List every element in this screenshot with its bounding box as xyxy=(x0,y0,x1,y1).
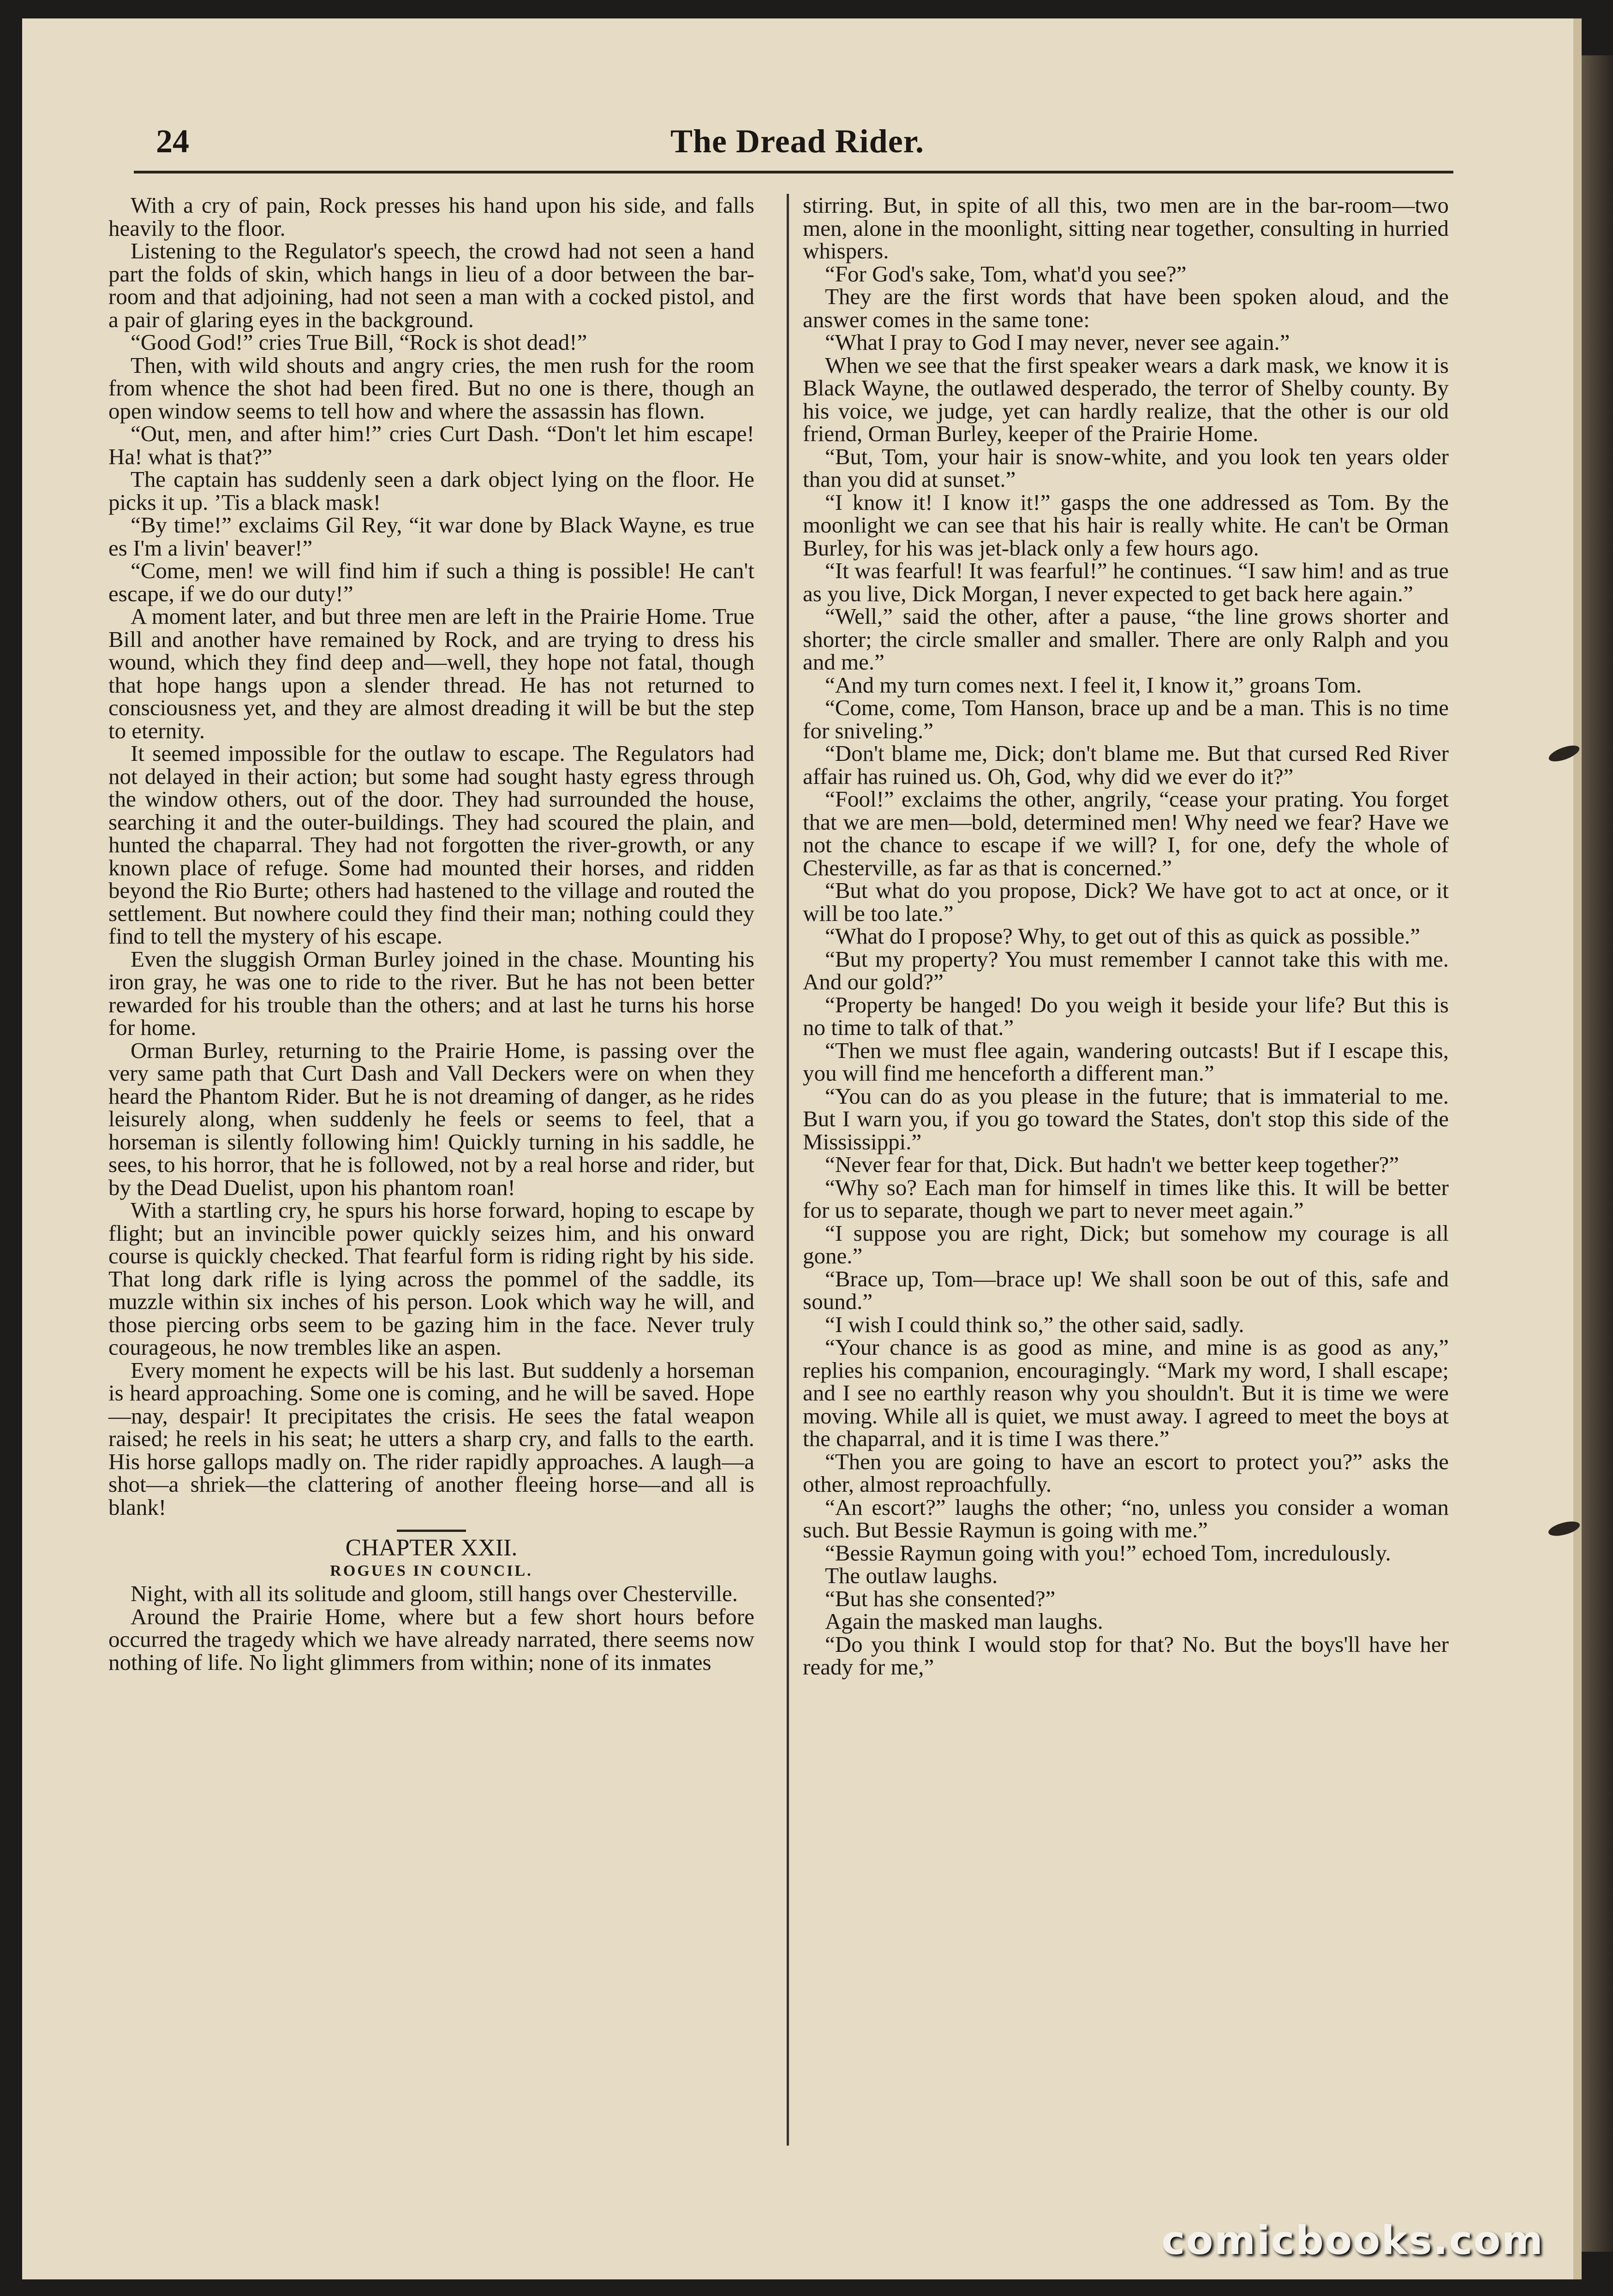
paragraph: “But my property? You must remember I cannot take this with me. And our gold?” xyxy=(803,946,1449,994)
paragraph: “Fool!” exclaims the other, angrily, “cease your prating. You forget that we are men—bold, determined men! Why need we fear? Have we not the chance to escape if we will? I, for one, defy the whole of Chesterville, as far as that is concerned.” xyxy=(803,786,1449,880)
paragraph: “Why so? Each man for himself in times like this. It will be better for us to separate, though we part to never meet again.” xyxy=(803,1174,1449,1223)
header-rule xyxy=(134,171,1453,173)
paragraph: “Then you are going to have an escort to protect you?” asks the other, almost reproachfully. xyxy=(803,1448,1449,1497)
paragraph: “Come, men! we will find him if such a thing is possible! He can't escape, if we do our duty!” xyxy=(108,558,754,606)
paragraph: It seemed impossible for the outlaw to escape. The Regulators had not delayed in their action; but some had sought hasty egress through the window others, out of the door. They had surrounded the house, searching it and the outer-buildings. They had scoured the plain, and hunted the chaparral. They had not forgotten the river-growth, or any known place of refuge. Some had mounted their horses, and ridden beyond the Rio Burte; others had hastened to the village and routed the settlement. But nowhere could they find their man; nothing could they find to tell the mystery of his escape. xyxy=(108,741,754,949)
paragraph: “Do you think I would stop for that? No. But the boys'll have her ready for me,” xyxy=(803,1631,1449,1680)
paragraph: Listening to the Regulator's speech, the crowd had not seen a hand part the folds of skin, which hangs in lieu of a door between the bar-room and that adjoining, had not seen a man with a cocked pistol, and a pair of glaring eyes in the background. xyxy=(108,238,754,332)
paragraph: Even the sluggish Orman Burley joined in the chase. Mounting his iron gray, he was one to ride to the river. But he has not been better rewarded for his trouble than the others; and at last he turns his horse for home. xyxy=(108,946,754,1040)
chapter-title: CHAPTER XXII. xyxy=(345,1535,518,1561)
paragraph: “Never fear for that, Dick. But hadn't we better keep together?” xyxy=(825,1152,1399,1177)
paragraph: “I suppose you are right, Dick; but somehow my courage is all gone.” xyxy=(803,1220,1449,1268)
paragraph: “Your chance is as good as mine, and mine is as good as any,” replies his companion, encouragingly. “Mark my word, I shall escape; and I see no earthly reason why you shouldn't. But it is time we were moving. While all is quiet, we must away. I agreed to meet the boys at the chaparral, and it is time I was there.” xyxy=(803,1334,1449,1451)
paragraph: “Good God!” cries True Bill, “Rock is shot dead!” xyxy=(131,329,587,355)
paragraph: “Then we must flee again, wandering outcasts! But if I escape this, you will find me henceforth a different man.” xyxy=(803,1037,1449,1086)
paragraph: Orman Burley, returning to the Prairie Home, is passing over the very same path that Curt Dash and Vall Deckers were on when they heard the Phantom Rider. But he is not dreaming of danger, as he rides leisurely along, when suddenly he feels or seems to feel, that a horseman is silently following him! Quickly turning in his saddle, he sees, to his horror, that he is followed, not by a real horse and rider, but by the Dead Duelist, upon his phantom roan! xyxy=(108,1037,754,1200)
paragraph: When we see that the first speaker wears a dark mask, we know it is Black Wayne, the outlawed desperado, the terror of Shelby county. By his voice, we judge, yet can hardly realize, that the other is our old friend, Orman Burley, keeper of the Prairie Home. xyxy=(803,352,1449,446)
paragraph: The captain has suddenly seen a dark object lying on the floor. He picks it up. ’Tis a black mask! xyxy=(108,466,754,515)
paragraph: Then, with wild shouts and angry cries, the men rush for the room from whence the shot had been fired. But no one is there, though an open window seems to tell how and where the assassin has flown. xyxy=(108,352,754,424)
paragraph: “Out, men, and after him!” cries Curt Dash. “Don't let him escape! Ha! what is that?” xyxy=(108,421,754,469)
paragraph: Every moment he expects will be his last. But suddenly a horseman is heard approaching. Some one is coming, and he will be saved. Hope—nay, despair! It precipitates the crisis. He sees the fatal weapon raised; he reels in his seat; he utters a sharp cry, and falls to the earth. His horse gallops madly on. The rider rapidly approaches. A laugh—a shot—a shriek—the clattering of another fleeing horse—and all is blank! xyxy=(108,1357,754,1520)
column-divider xyxy=(787,194,789,2146)
paragraph: “Don't blame me, Dick; don't blame me. But that cursed Red River affair has ruined us. Oh, God, why did we ever do it?” xyxy=(803,741,1449,789)
paragraph: “And my turn comes next. I feel it, I know it,” groans Tom. xyxy=(825,672,1362,698)
paragraph: “I know it! I know it!” gasps the one addressed as Tom. By the moonlight we can see that his hair is really white. He can't be Orman Burley, for his was jet-black only a few hours ago. xyxy=(803,489,1449,561)
paragraph: “I wish I could think so,” the other said, sadly. xyxy=(825,1311,1244,1337)
paragraph: A moment later, and but three men are left in the Prairie Home. True Bill and another have remained by Rock, and are trying to dress his wound, which they find deep and—well, they hope not fatal, though that hope hangs upon a slender thread. He has not returned to consciousness yet, and they are almost dreading it will be but the step to eternity. xyxy=(108,604,754,743)
paragraph: With a startling cry, he spurs his horse forward, hoping to escape by flight; but an invincible power quickly seizes him, and his onward course is quickly checked. That fearful form is riding right by his side. That long dark rifle is lying across the pommel of the saddle, its muzzle within six inches of his person. Look which way he will, and those piercing orbs seem to be gazing him in the face. Never truly courageous, he now trembles like an aspen. xyxy=(108,1197,754,1360)
chapter-rule xyxy=(397,1530,466,1532)
paragraph: They are the first words that have been spoken aloud, and the answer comes in the same tone: xyxy=(803,284,1449,332)
right-column xyxy=(803,194,1449,1679)
paragraph: stirring. But, in spite of all this, two men are in the bar-room—two men, alone in the moonlight, sitting near together, consulting in hurried whispers. xyxy=(803,192,1449,263)
paragraph: “Bessie Raymun going with you!” echoed Tom, incredulously. xyxy=(825,1540,1391,1566)
paragraph: “You can do as you please in the future; that is immaterial to me. But I warn you, if you go toward the States, don't stop this side of the Mississippi.” xyxy=(803,1083,1449,1154)
paragraph: “But, Tom, your hair is snow-white, and you look ten years older than you did at sunset.” xyxy=(803,443,1449,492)
paragraph: “For God's sake, Tom, what'd you see?” xyxy=(825,261,1187,287)
watermark-text: comicbooks.com xyxy=(1161,2218,1544,2264)
running-title: The Dread Rider. xyxy=(670,123,925,160)
chapter-paragraph: Night, with all its solitude and gloom, still hangs over Chesterville. xyxy=(131,1581,738,1606)
paragraph: “But what do you propose, Dick? We have got to act at once, or it will be too late.” xyxy=(803,878,1449,926)
paragraph: “Well,” said the other, after a pause, “the line grows shorter and shorter; the circle smaller and smaller. There are only Ralph and you and me.” xyxy=(803,604,1449,675)
page-header xyxy=(114,122,1480,173)
paragraph: With a cry of pain, Rock presses his hand upon his side, and falls heavily to the floor. xyxy=(108,192,754,241)
page-number: 24 xyxy=(156,123,189,160)
chapter-subtitle: ROGUES IN COUNCIL. xyxy=(330,1562,533,1579)
paragraph: “What do I propose? Why, to get out of this as quick as possible.” xyxy=(825,923,1421,949)
paragraph: “By time!” exclaims Gil Rey, “it war done by Black Wayne, es true es I'm a livin' beaver!” xyxy=(108,512,754,561)
paragraph: “It was fearful! It was fearful!” he continues. “I saw him! and as true as you live, Dick Morgan, I never expected to get back here again.” xyxy=(803,558,1449,606)
paragraph: “What I pray to God I may never, never see again.” xyxy=(825,329,1290,355)
paragraph: “Property be hanged! Do you weigh it beside your life? But this is no time to talk of that.” xyxy=(803,992,1449,1040)
paragraph: “Come, come, Tom Hanson, brace up and be a man. This is no time for sniveling.” xyxy=(803,695,1449,743)
paragraph: “But has she consented?” xyxy=(825,1585,1056,1611)
paragraph: “An escort?” laughs the other; “no, unless you consider a woman such. But Bessie Raymun is going with me.” xyxy=(803,1494,1449,1543)
paragraph: “Brace up, Tom—brace up! We shall soon be out of this, safe and sound.” xyxy=(803,1266,1449,1314)
left-column xyxy=(108,194,754,1674)
paragraph: The outlaw laughs. xyxy=(825,1563,998,1588)
paragraph: Again the masked man laughs. xyxy=(825,1608,1103,1634)
chapter-paragraph: Around the Prairie Home, where but a few short hours before occurred the tragedy which we have already narrated, there seems now nothing of life. No light glimmers from within; none of its inmates xyxy=(108,1603,754,1675)
